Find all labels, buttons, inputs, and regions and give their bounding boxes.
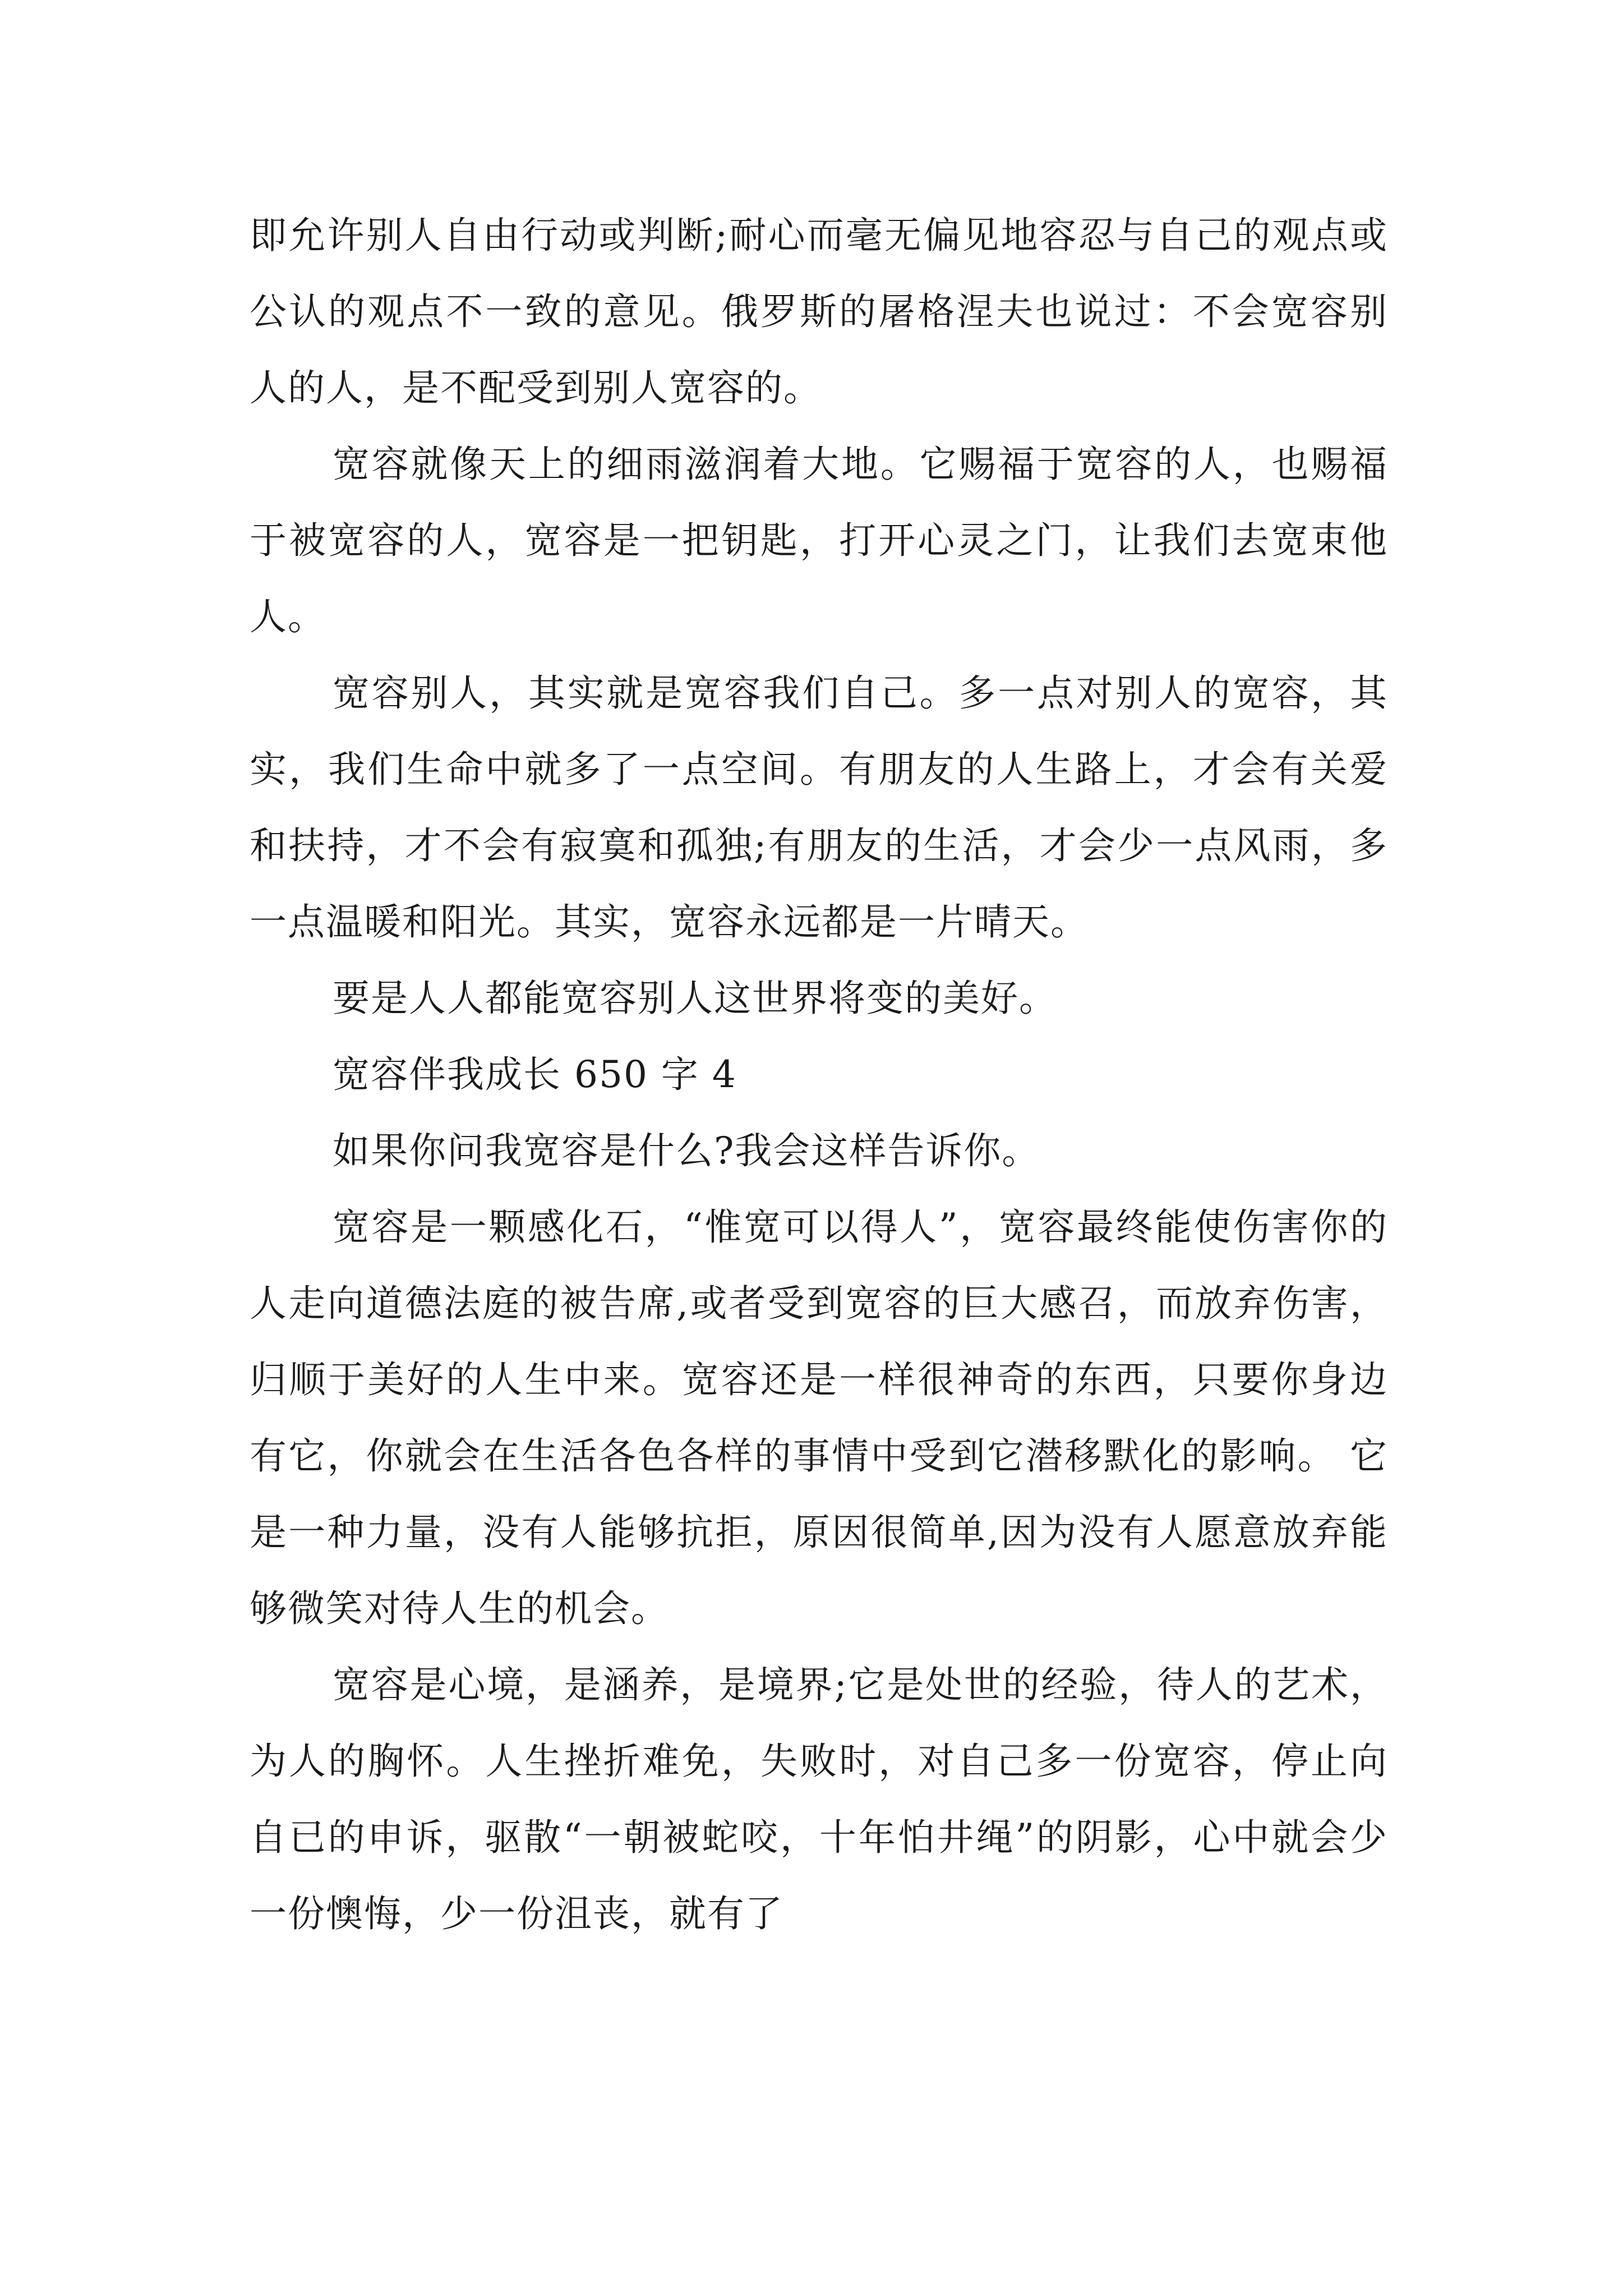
document-body (250, 197, 1388, 1952)
paragraph: 宽容就像天上的细雨滋润着大地。它赐福于宽容的人，也赐福于被宽容的人，宽容是一把钥匙，打开心灵之门，让我们去宽束他人。 (250, 443, 1388, 638)
paragraph: 即允许别人自由行动或判断;耐心而毫无偏见地容忍与自己的观点或公认的观点不一致的意见。俄罗斯的屠格涅夫也说过：不会宽容别人的人，是不配受到别人宽容的。 (250, 214, 1388, 409)
paragraph: 宽容别人，其实就是宽容我们自己。多一点对别人的宽容，其实，我们生命中就多了一点空间。有朋友的人生路上，才会有关爱和扶持，才不会有寂寞和孤独;有朋友的生活，才会少一点风雨，多一点温暖和阳光。其实，宽容永远都是一片晴天。 (250, 671, 1388, 944)
paragraph: 如果你问我宽容是什么?我会这样告诉你。 (333, 1129, 1040, 1172)
section-heading: 宽容伴我成长 650 字 4 (333, 1053, 737, 1096)
paragraph: 要是人人都能宽容别人这世界将变的美好。 (333, 977, 1057, 1020)
paragraph: 宽容是一颗感化石，“惟宽可以得人”，宽容最终能使伤害你的人走向道德法庭的被告席,或者受到宽容的巨大感召，而放弃伤害，归顺于美好的人生中来。宽容还是一样很神奇的东西，只要你身边有它，你就会在生活各色各样的事情中受到它潜移默化的影响。 它是一种力量，没有人能够抗拒，原因很简单,因为没有人愿意放弃能够微笑对待人生的机会。 (250, 1205, 1388, 1630)
paragraph: 宽容是心境，是涵养，是境界;它是处世的经验，待人的艺术，为人的胸怀。人生挫折难免，失败时，对自己多一份宽容，停止向自已的申诉，驱散“一朝被蛇咬，十年怕井绳”的阴影，心中就会少一份懊悔，少一份沮丧，就有了 (250, 1663, 1388, 1935)
